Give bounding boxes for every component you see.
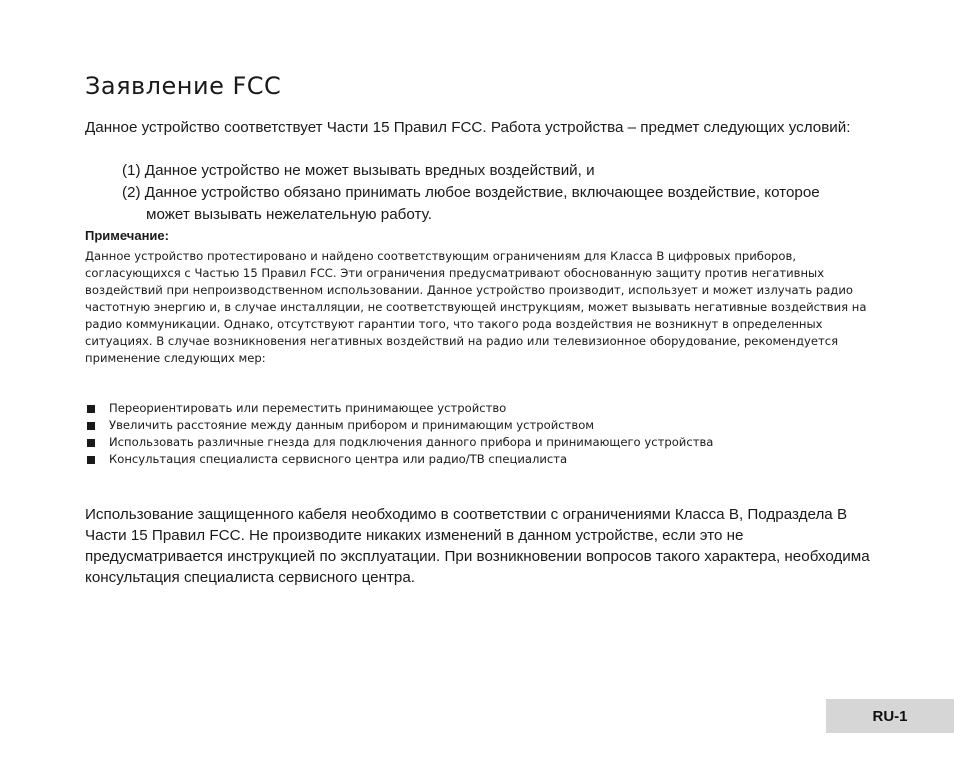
page-title: Заявление FCC	[85, 72, 282, 100]
list-item	[85, 417, 885, 434]
square-bullet-icon	[87, 439, 95, 447]
measure-text: Увеличить расстояние между данным прибором и принимающим устройством	[109, 418, 595, 432]
intro-paragraph: Данное устройство соответствует Части 15 Правил FCC. Работа устройства – предмет следующих условий:	[85, 119, 851, 136]
square-bullet-icon	[87, 456, 95, 464]
square-bullet-icon	[87, 405, 95, 413]
condition-item: (1) Данное устройство не может вызывать вредных воздействий, и	[122, 162, 595, 179]
list-item	[85, 434, 885, 451]
measure-text: Консультация специалиста сервисного центра или радио/ТВ специалиста	[109, 452, 568, 466]
measures-list	[85, 400, 885, 468]
note-body: Данное устройство протестировано и найдено соответствующим ограничениям для Класса B цифровых приборов, согласующихся с Частью 15 Правил FCC. Эти ограничения предусматривают обоснованную защиту против негативных воздействий при непроизводственном использовании. Данное устройство производит, использует и может излучать радио частотную энергию и, в случае инсталляции, не соответствующей инструкциям, может вызывать негативные воздействия на радио коммуникации. Однако, отсутствуют гарантии того, что такого рода воздействия не возникнут в определенных ситуациях. В случае возникновения негативных воздействий на радио или телевизионное оборудование, рекомендуется применение следующих мер:	[85, 249, 867, 365]
list-item	[85, 400, 885, 417]
closing-paragraph: Использование защищенного кабеля необходимо в соответствии с ограничениями Класса B, Подраздела B Части 15 Правил FCC. Не производите никаких изменений в данном устройстве, если это не предусматривается инструкцией по эксплуатации. При возникновении вопросов такого характера, необходима консультация специалиста сервисного центра.	[85, 506, 870, 586]
measure-text: Использовать различные гнезда для подключения данного прибора и принимающего устройства	[109, 435, 714, 449]
condition-item: (2) Данное устройство обязано принимать любое воздействие, включающее воздействие, которое может вызывать нежелательную работу.	[122, 184, 820, 223]
note-heading: Примечание:	[85, 228, 169, 243]
measure-text: Переориентировать или переместить принимающее устройство	[109, 401, 507, 415]
square-bullet-icon	[87, 422, 95, 430]
page-number-badge: RU-1	[826, 699, 954, 733]
list-item	[85, 451, 885, 468]
conditions-list	[122, 160, 862, 226]
